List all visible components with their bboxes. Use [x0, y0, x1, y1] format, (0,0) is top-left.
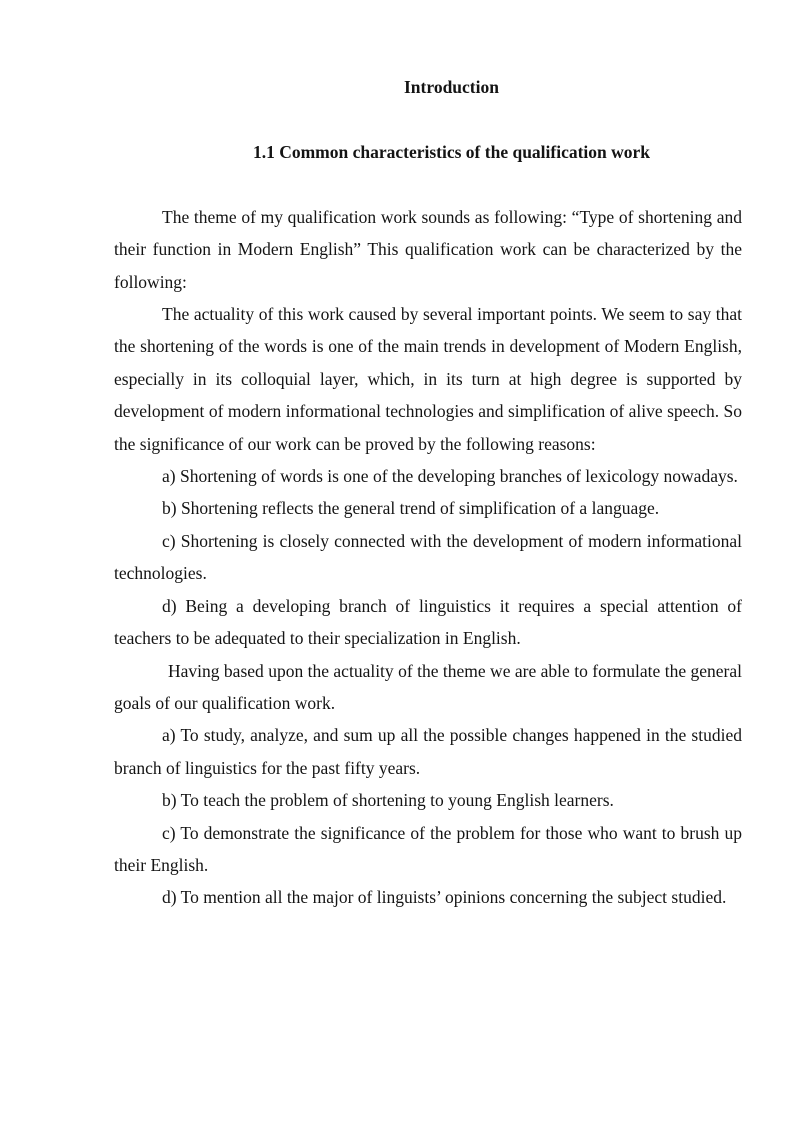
list-item: a) To study, analyze, and sum up all the possible changes happened in the studied branch of linguistics for the past fifty years.	[114, 725, 742, 778]
list-item: c) Shortening is closely connected with the development of modern informational technologies.	[114, 530, 742, 584]
page-content	[114, 71, 742, 914]
paragraph: The actuality of this work caused by several important points. We seem to say that the shortening of the words is one of the main trends in development of Modern English, especially in its colloquial layer, which, in its turn at high degree is supported by development of modern informational technologies and simplification of alive speech. So the significance of our work can be proved by the following reasons:	[114, 304, 742, 454]
paragraph: The theme of my qualification work sounds as following: “Type of shortening and their function in Modern English” This qualification work can be characterized by the following:	[114, 206, 742, 292]
paragraph: Having based upon the actuality of the theme we are able to formulate the general goals of our qualification work.	[114, 660, 742, 713]
list-item: a) Shortening of words is one of the developing branches of lexicology nowadays.	[162, 466, 738, 487]
body-text	[114, 201, 742, 914]
list-item: b) Shortening reflects the general trend of simplification of a language.	[162, 498, 660, 519]
page-title: Introduction	[404, 77, 499, 97]
list-item: c) To demonstrate the significance of the problem for those who want to brush up their English.	[114, 822, 742, 875]
list-item: b) To teach the problem of shortening to young English learners.	[162, 790, 614, 811]
list-item: d) To mention all the major of linguists’ opinions concerning the subject studied.	[162, 887, 727, 908]
list-item: d) Being a developing branch of linguistics it requires a special attention of teachers to be adequated to their specialization in English.	[114, 595, 742, 649]
section-heading: 1.1 Common characteristics of the qualification work	[252, 142, 651, 163]
